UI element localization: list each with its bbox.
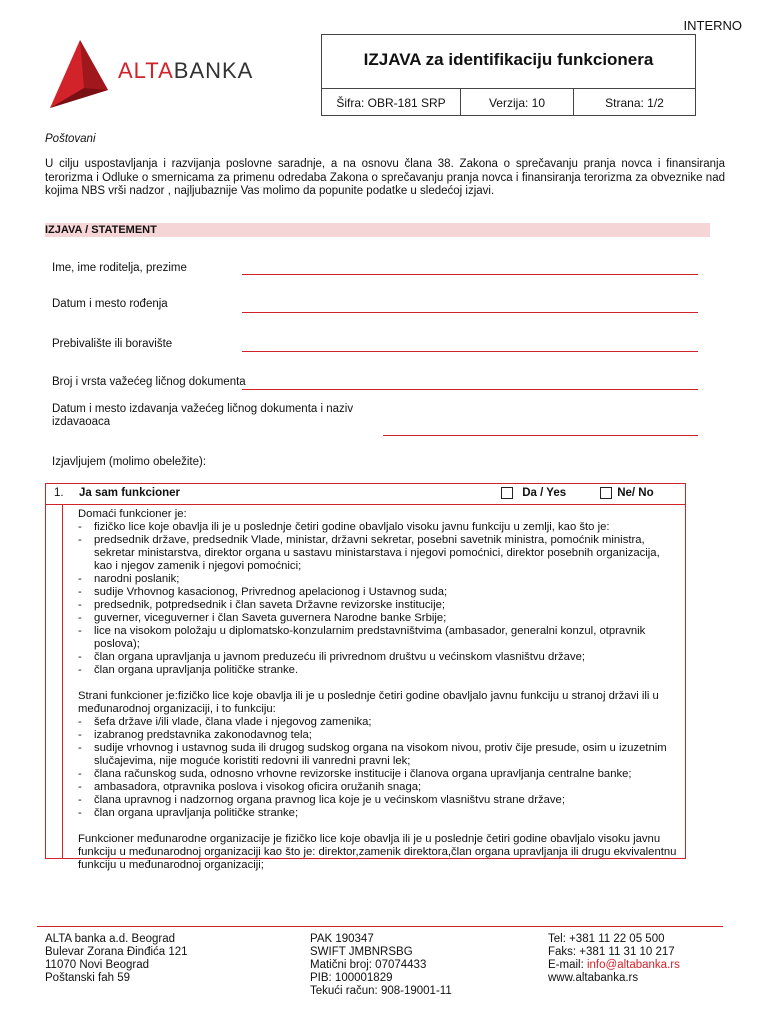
document-page: Strana: 1/2 [605,95,664,110]
list-item: - fizičko lice koje obavlja ili je u poslednje četiri godine obavljalo visoku javnu funkciju u zemlji, kao što je: [78,521,610,533]
birth-input-line[interactable] [242,312,698,313]
no-checkbox[interactable] [600,487,612,499]
logo-mark-icon [48,38,110,110]
id-issue-label-line1: Datum i mesto izdavanja važećeg ličnog dokumenta i naziv [52,403,354,415]
footer-address: ALTA banka a.d. Beograd Bulevar Zorana Đinđića 121 11070 Novi Beograd Poštanski fah 59 [45,933,188,984]
name-input-line[interactable] [242,274,698,275]
list-item: - predsednik, potpredsednik i član saveta Državne revizorske institucije; [78,599,446,611]
declare-label: Izjavljujem (molimo obeležite): [52,456,207,468]
yes-label: Da / Yes [522,487,567,500]
residence-input-line[interactable] [242,351,698,352]
birth-label: Datum i mesto rođenja [52,298,168,310]
document-version: Verzija: 10 [461,89,574,116]
list-item: - sudije vrhovnog i ustavnog suda ili drugog sudskog organa na visokom nivou, protiv čije presude, osim u izuzetnim slučajevima, nije moguće koristiti redovni ili vanredni pravni lek; [78,742,667,767]
yes-checkbox[interactable] [501,487,513,499]
intl-definition: Funkcioner međunarodne organizacije je fizičko lice koje obavlja ili je u poslednje četiri godine obavljalo visoku javnu funkciju u međunarodnoj organizaciji kao što je: direktor,zamenik direktora,član organa upravljanja ili drugu ekvivalentnu funkciju u međunarodnoj organizaciji; [78,833,677,871]
document-title: IZJAVA za identifikaciju funkcionera [322,35,695,89]
classification-label: INTERNO [683,18,742,33]
document-code: Šifra: OBR-181 SRP [322,89,461,116]
list-item: - lice na visokom položaju u diplomatsko-konzularnim predstavništvima (ambasador, generalni konzul, otpravnik poslova); [78,625,646,650]
name-label: Ime, ime roditelja, prezime [52,262,187,274]
foreign-list [78,716,678,820]
question-header-row [46,484,685,505]
list-item: - člana računskog suda, odnosno vrhovne revizorske institucije i članova organa upravljanja centralne banke; [78,768,632,780]
official-question-box [45,483,686,871]
footer-divider [37,926,723,927]
foreign-intro: Strani funkcioner je:fizičko lice koje obavlja ili je u poslednje četiri godine obavljalo javnu funkciju u stranoj državi ili u međunarodnoj organizaciji, i to funkciju: [78,690,659,715]
list-item: - član organa upravljanja političke stranke; [78,807,299,819]
id-document-input-line[interactable] [242,389,698,390]
id-issue-input-line[interactable] [383,435,698,436]
domestic-list [78,521,678,677]
list-item: - predsednik države, predsednik Vlade, ministar, državni sekretar, posebni savetnik ministra, pomoćnik ministra, sekretar ministarstva, direktor organa u sastavu ministarstava i njegovi pomoćnici, direktor posebnih organizacija, kao i njegov zamenik i njegovi pomoćnici; [78,534,660,572]
list-item: - guverner, viceguverner i član Saveta guvernera Narodne banke Srbije; [78,612,447,624]
alta-banka-logo [48,38,308,110]
question-number: 1. [54,487,64,499]
list-item: - sudije Vrhovnog kasacionog, Privrednog apelacionog i Ustavnog suda; [78,586,448,598]
list-item: - narodni poslanik; [78,573,180,585]
section-header: IZJAVA / STATEMENT [45,223,710,237]
footer-website[interactable]: www.altabanka.rs [548,972,639,984]
residence-label: Prebivalište ili boravište [52,338,173,350]
list-item: - član organa upravljanja političke stranke. [78,664,299,676]
greeting: Poštovani [45,133,96,145]
list-item: - izabranog predstavnika zakonodavnog tela; [78,729,312,741]
question-label: Ja sam funkcioner [79,487,180,499]
list-item: - ambasadora, otpravnika poslova i visokog oficira oružanih snaga; [78,781,422,793]
list-item: - šefa države i/ili vlade, člana vlade i njegovog zamenika; [78,716,372,728]
intro-paragraph: U cilju uspostavljanja i razvijanja poslovne saradnje, a na osnovu člana 38. Zakona o sprečavanju pranja novca i finansiranja terorizma i Odluke o smernicama za primenu odredaba Zakona o sprečavanju pranja novca i finansiranja terorizma za obveznike nad kojima NBS vrši nadzor , najljubaznije Vas molimo da popunite podatke u sledećoj izjavi. [45,158,725,197]
column-divider [62,504,63,859]
id-document-label: Broj i vrsta važećeg ličnog dokumenta [52,376,246,388]
footer-fax: Faks: +381 11 31 10 217 [548,946,675,958]
definition-text [78,508,678,872]
list-item: - člana upravnog i nadzornog organa pravnog lica koje je u većinskom vlasništvu strane države; [78,794,565,806]
footer-email-link[interactable]: info@altabanka.rs [586,959,680,971]
list-item: - član organa upravljanja u javnom preduzeću ili privrednom društvu u većinskom vlasništvu države; [78,651,586,663]
footer-registration: PAK 190347 SWIFT JMBNRSBG Matični broj: 07074433 PIB: 100001829 Tekući račun: 908-19001-11 [310,933,452,997]
document-header-table [321,34,696,116]
domestic-intro: Domaći funkcioner je: [78,508,187,520]
id-issue-label-line2: izdavaoaca [52,416,111,428]
logo-wordmark: ALTABANKA [118,58,254,83]
footer-contact: Tel: +381 11 22 05 500 Faks: +381 11 31 10 217 E-mail: info@altabanka.rs www.altabanka.rs [548,933,680,984]
no-label: Ne/ No [617,487,654,500]
footer-phone: Tel: +381 11 22 05 500 [548,933,665,945]
